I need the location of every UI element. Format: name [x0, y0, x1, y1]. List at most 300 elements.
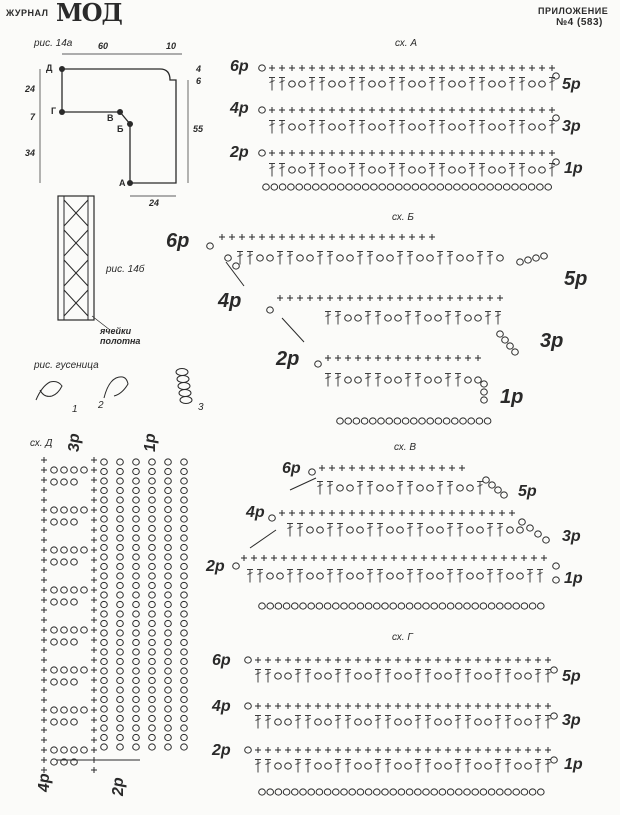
chain-stitch — [275, 789, 282, 795]
chain-stitch — [357, 527, 364, 533]
scheme-g-label-3: 3р — [562, 712, 581, 729]
chain-stitch — [475, 763, 482, 769]
scheme-v-label-4: 4р — [246, 504, 265, 521]
single-crochet — [461, 555, 467, 561]
chain-stitch — [325, 673, 332, 679]
slip-line — [250, 530, 276, 548]
single-crochet — [449, 510, 455, 516]
chain-stitch — [149, 573, 156, 579]
single-crochet — [315, 747, 321, 753]
double-crochet — [295, 670, 301, 683]
single-crochet — [415, 703, 421, 709]
chain-stitch — [101, 544, 108, 550]
single-crochet — [91, 527, 97, 533]
single-crochet — [269, 107, 275, 113]
single-crochet — [539, 65, 545, 71]
double-crochet — [317, 252, 323, 265]
double-crochet — [305, 670, 311, 683]
chain-stitch — [181, 696, 188, 702]
chain-stitch — [263, 184, 270, 190]
single-crochet — [499, 510, 505, 516]
chain-stitch — [133, 649, 140, 655]
scheme-v-label-2: 2р — [206, 558, 225, 575]
single-crochet — [465, 747, 471, 753]
single-crochet — [299, 234, 305, 240]
single-crochet — [399, 465, 405, 471]
chain-stitch — [165, 535, 172, 541]
single-crochet — [395, 747, 401, 753]
chain-stitch — [398, 789, 405, 795]
chain-stitch — [353, 418, 360, 424]
single-crochet — [265, 747, 271, 753]
chain-stitch — [387, 527, 394, 533]
double-crochet — [279, 121, 285, 134]
chain-stitch — [467, 527, 474, 533]
chain-stitch — [61, 719, 68, 725]
single-crochet — [295, 703, 301, 709]
chain-stitch — [525, 763, 532, 769]
chain-stitch — [181, 715, 188, 721]
chain-stitch — [279, 184, 286, 190]
single-crochet — [279, 510, 285, 516]
single-crochet — [429, 107, 435, 113]
single-crochet — [361, 555, 367, 561]
chain-stitch — [165, 715, 172, 721]
double-crochet — [509, 164, 515, 177]
double-crochet — [429, 121, 435, 134]
single-crochet — [421, 555, 427, 561]
chain-stitch — [233, 263, 240, 269]
chain-stitch — [419, 418, 426, 424]
single-crochet — [445, 355, 451, 361]
single-crochet — [369, 65, 375, 71]
single-crochet — [285, 657, 291, 663]
chain-stitch — [81, 707, 88, 713]
chain-stitch — [357, 789, 364, 795]
chain-stitch — [415, 603, 422, 609]
double-crochet — [389, 121, 395, 134]
scheme-a-caption: сх. А — [395, 38, 418, 49]
caterpillar-step1-drawing — [36, 382, 62, 401]
chain-stitch — [517, 527, 524, 533]
chain-stitch — [165, 582, 172, 588]
single-crochet — [229, 234, 235, 240]
chain-stitch — [299, 124, 306, 130]
single-crochet — [41, 647, 47, 653]
single-crochet — [91, 747, 97, 753]
single-crochet — [415, 355, 421, 361]
chain-stitch — [165, 696, 172, 702]
double-crochet — [297, 570, 303, 583]
double-crochet — [407, 570, 413, 583]
chain-stitch — [374, 789, 381, 795]
single-crochet — [399, 150, 405, 156]
chain-stitch — [51, 627, 58, 633]
chain-stitch — [165, 611, 172, 617]
single-crochet — [419, 465, 425, 471]
single-crochet — [349, 234, 355, 240]
chain-stitch — [133, 535, 140, 541]
double-crochet — [345, 760, 351, 773]
chain-stitch — [149, 620, 156, 626]
single-crochet — [345, 703, 351, 709]
single-crochet — [339, 465, 345, 471]
single-crochet — [521, 555, 527, 561]
chain-stitch — [299, 81, 306, 87]
chain-stitch — [101, 459, 108, 465]
single-crochet — [399, 65, 405, 71]
double-crochet — [417, 570, 423, 583]
single-crochet — [369, 234, 375, 240]
chain-stitch — [117, 592, 124, 598]
single-crochet — [309, 107, 315, 113]
chain-stitch — [271, 184, 278, 190]
chain-stitch — [267, 255, 274, 261]
double-crochet — [437, 252, 443, 265]
double-crochet — [417, 524, 423, 537]
chain-stitch — [51, 747, 58, 753]
chain-stitch — [435, 719, 442, 725]
double-crochet — [405, 374, 411, 387]
single-crochet — [535, 747, 541, 753]
double-crochet — [485, 312, 491, 325]
chain-stitch — [512, 184, 519, 190]
single-crochet — [409, 234, 415, 240]
chain-stitch — [267, 307, 274, 313]
single-crochet — [299, 107, 305, 113]
single-crochet — [389, 234, 395, 240]
chain-stitch — [149, 468, 156, 474]
single-crochet — [509, 150, 515, 156]
single-crochet — [401, 555, 407, 561]
caterpillar-loop — [177, 376, 189, 383]
double-crochet — [455, 374, 461, 387]
chain-stitch — [329, 124, 336, 130]
single-crochet — [545, 657, 551, 663]
single-crochet — [405, 703, 411, 709]
double-crochet — [469, 164, 475, 177]
chain-stitch — [427, 485, 434, 491]
chain-stitch — [485, 673, 492, 679]
chain-stitch — [307, 573, 314, 579]
single-crochet — [309, 65, 315, 71]
double-crochet — [317, 482, 323, 495]
chain-stitch — [485, 763, 492, 769]
single-crochet — [409, 465, 415, 471]
chain-stitch — [101, 611, 108, 617]
double-crochet — [465, 716, 471, 729]
chain-stitch — [181, 516, 188, 522]
chain-stitch — [149, 744, 156, 750]
chain-stitch — [487, 184, 494, 190]
single-crochet — [301, 555, 307, 561]
single-crochet — [249, 234, 255, 240]
double-crochet — [439, 121, 445, 134]
single-crochet — [347, 295, 353, 301]
single-crochet — [359, 150, 365, 156]
chain-stitch — [61, 599, 68, 605]
double-crochet — [337, 570, 343, 583]
chain-stitch — [307, 255, 314, 261]
double-crochet — [309, 164, 315, 177]
single-crochet — [411, 555, 417, 561]
chain-stitch — [133, 544, 140, 550]
double-crochet — [255, 716, 261, 729]
chain-stitch — [133, 525, 140, 531]
chain-stitch — [337, 255, 344, 261]
chain-stitch — [165, 525, 172, 531]
chain-stitch — [325, 763, 332, 769]
single-crochet — [277, 295, 283, 301]
single-crochet — [299, 510, 305, 516]
chain-stitch — [117, 744, 124, 750]
chain-stitch — [454, 184, 461, 190]
chain-stitch — [283, 603, 290, 609]
chain-stitch — [395, 315, 402, 321]
scheme-d-label-4: 4р — [36, 773, 53, 792]
chain-stitch — [529, 124, 536, 130]
chain-stitch — [117, 658, 124, 664]
double-crochet — [497, 570, 503, 583]
single-crochet — [355, 703, 361, 709]
chain-stitch — [553, 159, 560, 165]
single-crochet — [367, 295, 373, 301]
chain-stitch — [181, 630, 188, 636]
double-crochet — [327, 570, 333, 583]
chain-stitch — [117, 715, 124, 721]
chain-stitch — [165, 744, 172, 750]
single-crochet — [371, 555, 377, 561]
double-crochet — [277, 252, 283, 265]
chain-stitch — [165, 687, 172, 693]
chain-stitch — [181, 592, 188, 598]
single-crochet — [91, 547, 97, 553]
chain-stitch — [501, 492, 508, 498]
single-crochet — [41, 477, 47, 483]
single-crochet — [285, 747, 291, 753]
chain-stitch — [513, 603, 520, 609]
single-crochet — [329, 465, 335, 471]
chain-stitch — [101, 506, 108, 512]
single-crochet — [285, 703, 291, 709]
chain-stitch — [165, 487, 172, 493]
double-crochet — [405, 312, 411, 325]
chain-stitch — [507, 573, 514, 579]
caterpillar-step-3: 3 — [198, 402, 204, 413]
chain-stitch — [553, 563, 560, 569]
chain-stitch — [149, 734, 156, 740]
chain-stitch — [133, 459, 140, 465]
chain-stitch — [133, 506, 140, 512]
single-crochet — [275, 657, 281, 663]
single-crochet — [41, 717, 47, 723]
chain-stitch — [101, 734, 108, 740]
chain-stitch — [165, 725, 172, 731]
chain-stitch — [379, 167, 386, 173]
chain-stitch — [292, 603, 299, 609]
chain-stitch — [459, 124, 466, 130]
single-crochet — [349, 510, 355, 516]
chain-stitch — [517, 573, 524, 579]
chain-stitch — [81, 507, 88, 513]
single-crochet — [325, 657, 331, 663]
single-crochet — [319, 65, 325, 71]
chain-stitch — [529, 167, 536, 173]
single-crochet — [91, 507, 97, 513]
chain-stitch — [431, 789, 438, 795]
double-crochet — [447, 524, 453, 537]
chain-stitch — [543, 537, 550, 543]
chain-stitch — [538, 603, 545, 609]
chain-stitch — [181, 601, 188, 607]
fig14a-point-dot — [59, 66, 65, 72]
chain-stitch — [149, 715, 156, 721]
single-crochet — [355, 355, 361, 361]
chain-stitch — [289, 81, 296, 87]
chain-stitch — [259, 107, 266, 113]
single-crochet — [459, 107, 465, 113]
chain-stitch — [133, 582, 140, 588]
single-crochet — [429, 465, 435, 471]
chain-stitch — [361, 418, 368, 424]
chain-stitch — [333, 789, 340, 795]
single-crochet — [405, 747, 411, 753]
single-crochet — [379, 107, 385, 113]
single-crochet — [509, 510, 515, 516]
single-crochet — [279, 150, 285, 156]
chain-stitch — [321, 184, 328, 190]
single-crochet — [385, 355, 391, 361]
scheme-b-label-4: 4р — [218, 290, 242, 312]
double-crochet — [325, 374, 331, 387]
chain-stitch — [101, 592, 108, 598]
chain-stitch — [61, 467, 68, 473]
chain-stitch — [339, 124, 346, 130]
single-crochet — [519, 150, 525, 156]
chain-stitch — [165, 630, 172, 636]
chain-stitch — [51, 479, 58, 485]
double-crochet — [519, 121, 525, 134]
double-crochet — [425, 760, 431, 773]
chain-stitch — [181, 478, 188, 484]
single-crochet — [41, 727, 47, 733]
chain-stitch — [285, 673, 292, 679]
chain-stitch — [259, 150, 266, 156]
double-crochet — [349, 121, 355, 134]
double-crochet — [265, 716, 271, 729]
double-crochet — [399, 78, 405, 91]
chain-stitch — [456, 603, 463, 609]
chain-stitch — [289, 124, 296, 130]
double-crochet — [415, 374, 421, 387]
double-crochet — [349, 78, 355, 91]
chain-stitch — [472, 789, 479, 795]
single-crochet — [419, 150, 425, 156]
chain-stitch — [149, 563, 156, 569]
single-crochet — [415, 657, 421, 663]
chain-stitch — [149, 478, 156, 484]
double-crochet — [375, 716, 381, 729]
chain-stitch — [355, 377, 362, 383]
single-crochet — [467, 295, 473, 301]
scheme-b-label-6: 6р — [166, 230, 190, 252]
chain-stitch — [149, 525, 156, 531]
chain-stitch — [425, 377, 432, 383]
chain-stitch — [181, 544, 188, 550]
single-crochet — [359, 234, 365, 240]
single-crochet — [445, 747, 451, 753]
chain-stitch — [165, 668, 172, 674]
double-crochet — [445, 374, 451, 387]
chain-stitch — [61, 639, 68, 645]
caterpillar-loop — [178, 383, 190, 390]
chain-stitch — [71, 559, 78, 565]
double-crochet — [269, 164, 275, 177]
chain-stitch — [61, 627, 68, 633]
chain-stitch — [404, 184, 411, 190]
single-crochet — [389, 107, 395, 113]
chain-stitch — [411, 418, 418, 424]
chain-stitch — [457, 255, 464, 261]
single-crochet — [41, 567, 47, 573]
chain-stitch — [165, 468, 172, 474]
scheme-a-label-1: 1р — [564, 160, 583, 177]
chain-stitch — [101, 725, 108, 731]
single-crochet — [319, 465, 325, 471]
single-crochet — [345, 747, 351, 753]
chain-stitch — [445, 763, 452, 769]
chain-stitch — [355, 763, 362, 769]
chain-stitch — [339, 167, 346, 173]
single-crochet — [339, 510, 345, 516]
chain-stitch — [149, 668, 156, 674]
chain-stitch — [51, 547, 58, 553]
chain-stitch — [437, 527, 444, 533]
chain-stitch — [257, 255, 264, 261]
single-crochet — [539, 107, 545, 113]
chain-stitch — [133, 573, 140, 579]
single-crochet — [321, 555, 327, 561]
chain-stitch — [285, 763, 292, 769]
single-crochet — [91, 627, 97, 633]
single-crochet — [479, 150, 485, 156]
double-crochet — [505, 670, 511, 683]
double-crochet — [479, 164, 485, 177]
single-crochet — [545, 703, 551, 709]
single-crochet — [497, 295, 503, 301]
chain-stitch — [267, 603, 274, 609]
chain-stitch — [101, 715, 108, 721]
double-crochet — [537, 570, 543, 583]
chain-stitch — [101, 639, 108, 645]
single-crochet — [407, 295, 413, 301]
double-crochet — [487, 570, 493, 583]
chain-stitch — [165, 620, 172, 626]
chain-stitch — [507, 343, 514, 349]
single-crochet — [511, 555, 517, 561]
single-crochet — [531, 555, 537, 561]
single-crochet — [459, 150, 465, 156]
single-crochet — [349, 65, 355, 71]
double-crochet — [439, 164, 445, 177]
single-crochet — [387, 295, 393, 301]
double-crochet — [335, 716, 341, 729]
chain-stitch — [397, 573, 404, 579]
chain-stitch — [133, 630, 140, 636]
double-crochet — [495, 670, 501, 683]
single-crochet — [409, 150, 415, 156]
chain-stitch — [149, 677, 156, 683]
